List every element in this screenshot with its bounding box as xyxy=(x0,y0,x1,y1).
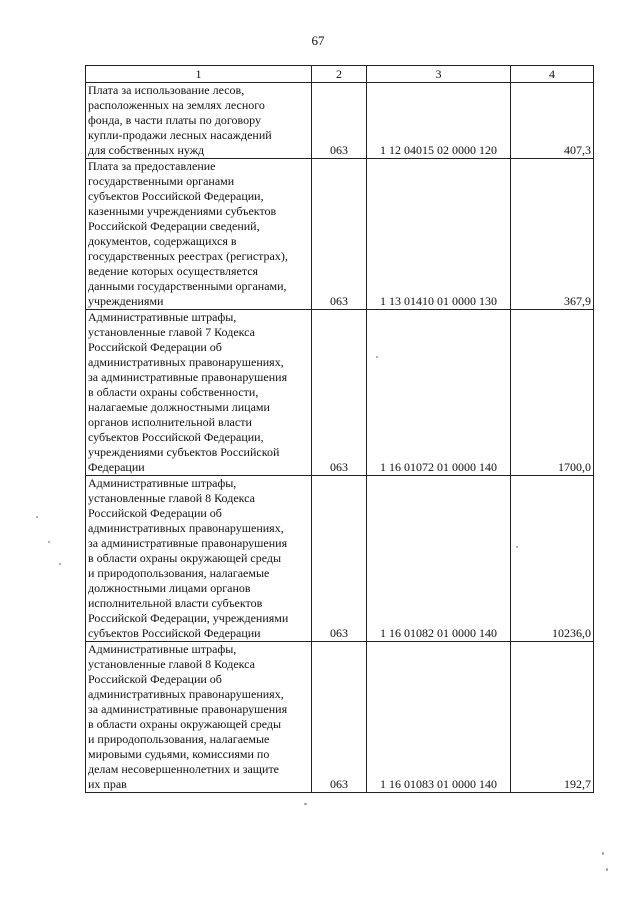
revenue-name-line: ведение которых осуществляется xyxy=(88,264,259,278)
table-row xyxy=(86,310,594,476)
revenue-name-line: государственными органами xyxy=(88,174,235,188)
table-row xyxy=(86,476,594,642)
revenue-name-line: государственных реестрах (регистрах), xyxy=(88,249,288,263)
revenue-name-line: учреждениями xyxy=(88,294,164,308)
admin-code-cell: 063 xyxy=(312,83,367,159)
revenue-name-line: Российской Федерации об xyxy=(88,506,222,520)
revenue-name-line: документов, содержащихся в xyxy=(88,234,237,248)
revenue-name-line: Российской Федерации сведений, xyxy=(88,219,260,233)
revenue-name-line: и природопользования, налагаемые xyxy=(88,566,270,580)
revenue-name-line: за административные правонарушения xyxy=(88,536,288,550)
revenue-name-cell xyxy=(86,159,312,310)
revenue-name-line: Административные штрафы, xyxy=(88,642,237,656)
revenue-name-line: и природопользования, налагаемые xyxy=(88,732,270,746)
budget-code-cell: 1 12 04015 02 0000 120 xyxy=(367,83,511,159)
revenue-name-line: органов исполнительной власти xyxy=(88,415,252,429)
revenue-name-line: Плата за предоставление xyxy=(88,159,216,173)
revenue-name-line: делам несовершеннолетних и защите xyxy=(88,762,280,776)
table-row xyxy=(86,83,594,159)
revenue-name-line: в области охраны собственности, xyxy=(88,385,259,399)
budget-code-cell: 1 16 01082 01 0000 140 xyxy=(367,476,511,642)
revenue-name-line: купли-продажи лесных насаждений xyxy=(88,128,272,142)
scan-speck xyxy=(602,852,604,855)
revenue-name-line: исполнительной власти субъектов xyxy=(88,596,263,610)
revenue-name-line: административных правонарушениях, xyxy=(88,687,284,701)
revenue-name-line: Российской Федерации об xyxy=(88,672,222,686)
revenue-name-cell xyxy=(86,642,312,793)
revenue-name-line: субъектов Российской Федерации xyxy=(88,626,261,640)
revenue-name-cell xyxy=(86,476,312,642)
revenue-name-line: административных правонарушениях, xyxy=(88,521,284,535)
amount-cell: 10236,0 xyxy=(511,476,594,642)
revenue-name-line: за административные правонарушения xyxy=(88,702,288,716)
revenue-name-line: для собственных нужд xyxy=(88,143,205,157)
revenue-name-line: в области охраны окружающей среды xyxy=(88,717,282,731)
revenue-name-line: Российской Федерации, учреждениями xyxy=(88,611,289,625)
page-number: 67 xyxy=(311,33,325,48)
budget-code-cell: 1 16 01072 01 0000 140 xyxy=(367,310,511,476)
scan-speck xyxy=(606,868,608,871)
column-header-kbk: 3 xyxy=(367,66,511,83)
table-row xyxy=(86,159,594,310)
revenue-name-line: установленные главой 8 Кодекса xyxy=(88,491,255,505)
revenue-name-line: налагаемые должностными лицами xyxy=(88,400,270,414)
revenue-name-line: учреждениями субъектов Российской xyxy=(88,445,280,459)
admin-code-cell: 063 xyxy=(312,642,367,793)
revenue-name-line: расположенных на землях лесного xyxy=(88,98,265,112)
admin-code-cell: 063 xyxy=(312,310,367,476)
revenue-name-line: мировыми судьями, комиссиями по xyxy=(88,747,270,761)
revenue-name-line: субъектов Российской Федерации, xyxy=(88,189,264,203)
revenue-name-line: должностными лицами органов xyxy=(88,581,251,595)
revenue-name-line: Административные штрафы, xyxy=(88,476,237,490)
revenue-table xyxy=(85,65,594,793)
revenue-name-line: Административные штрафы, xyxy=(88,310,237,324)
revenue-name-line: казенными учреждениями субъектов xyxy=(88,204,277,218)
amount-cell: 192,7 xyxy=(511,642,594,793)
column-header-code: 2 xyxy=(312,66,367,83)
revenue-name-line: субъектов Российской Федерации, xyxy=(88,430,264,444)
budget-code-cell: 1 13 01410 01 0000 130 xyxy=(367,159,511,310)
revenue-name-cell xyxy=(86,310,312,476)
budget-code-cell: 1 16 01083 01 0000 140 xyxy=(367,642,511,793)
revenue-name-line: административных правонарушениях, xyxy=(88,355,284,369)
table-body xyxy=(86,83,594,793)
revenue-name-line: установленные главой 8 Кодекса xyxy=(88,657,255,671)
admin-code-cell: 063 xyxy=(312,476,367,642)
amount-cell: 367,9 xyxy=(511,159,594,310)
column-header-name: 1 xyxy=(86,66,312,83)
revenue-name-line: Федерации xyxy=(88,460,145,474)
scan-speck xyxy=(304,803,307,805)
scan-speck xyxy=(59,563,61,565)
table-row xyxy=(86,642,594,793)
revenue-name-line: Плата за использование лесов, xyxy=(88,83,245,97)
amount-cell: 1700,0 xyxy=(511,310,594,476)
scan-speck xyxy=(516,546,518,548)
scan-speck xyxy=(376,356,378,358)
revenue-name-line: данными государственными органами, xyxy=(88,279,287,293)
scan-speck xyxy=(48,541,50,543)
revenue-name-line: фонда, в части платы по договору xyxy=(88,113,261,127)
column-header-amount: 4 xyxy=(511,66,594,83)
revenue-name-line: за административные правонарушения xyxy=(88,370,288,384)
amount-cell: 407,3 xyxy=(511,83,594,159)
revenue-name-line: в области охраны окружающей среды xyxy=(88,551,282,565)
revenue-name-line: установленные главой 7 Кодекса xyxy=(88,325,255,339)
revenue-name-cell xyxy=(86,83,312,159)
revenue-name-line: их прав xyxy=(88,777,127,791)
table-header-row xyxy=(86,66,594,83)
scan-speck xyxy=(36,516,38,518)
admin-code-cell: 063 xyxy=(312,159,367,310)
revenue-name-line: Российской Федерации об xyxy=(88,340,222,354)
